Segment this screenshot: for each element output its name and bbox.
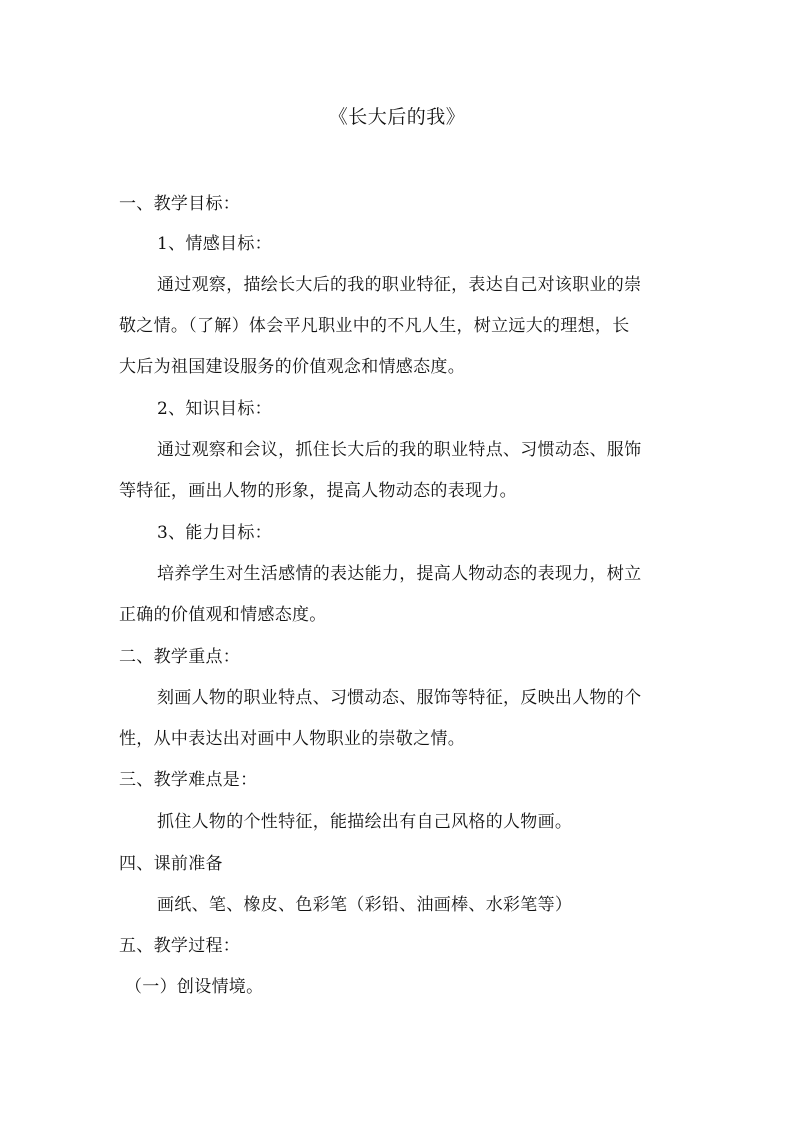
paragraph-line: 抓住人物的个性特征，能描绘出有自己风格的人物画。 [157,812,573,832]
paragraph-line: 刻画人物的职业特点、习惯动态、服饰等特征，反映出人物的个 [157,688,642,708]
subheading-create-scene: （一）创设情境。 [125,977,264,997]
paragraph-line: 画纸、笔、橡皮、色彩笔（彩铅、油画棒、水彩笔等） [157,895,573,915]
paragraph-line: 敬之情。（了解）体会平凡职业中的不凡人生，树立远大的理想，长 [119,316,630,336]
paragraph-line: 性，从中表达出对画中人物职业的崇敬之情。 [119,729,465,749]
section-heading-difficulties: 三、教学难点是： [119,770,258,790]
paragraph-line: 正确的价值观和情感态度。 [119,605,327,625]
section-heading-process: 五、教学过程： [119,936,241,956]
subheading-ability-goal: 3、能力目标： [157,523,272,543]
section-heading-preparation: 四、课前准备 [119,854,223,874]
paragraph-line: 通过观察，描绘长大后的我的职业特征，表达自己对该职业的崇 [157,275,642,295]
section-heading-key-points: 二、教学重点： [119,647,241,667]
paragraph-line: 等特征，画出人物的形象，提高人物动态的表现力。 [119,481,517,501]
document-title: 《长大后的我》 [328,106,466,128]
paragraph-line: 大后为祖国建设服务的价值观念和情感态度。 [119,357,465,377]
subheading-emotional-goal: 1、情感目标： [157,234,272,254]
paragraph-line: 通过观察和会议，抓住长大后的我的职业特点、习惯动态、服饰 [157,440,642,460]
paragraph-line: 培养学生对生活感情的表达能力，提高人物动态的表现力，树立 [157,564,642,584]
subheading-knowledge-goal: 2、知识目标： [157,399,272,419]
section-heading-objectives: 一、教学目标： [119,194,241,214]
